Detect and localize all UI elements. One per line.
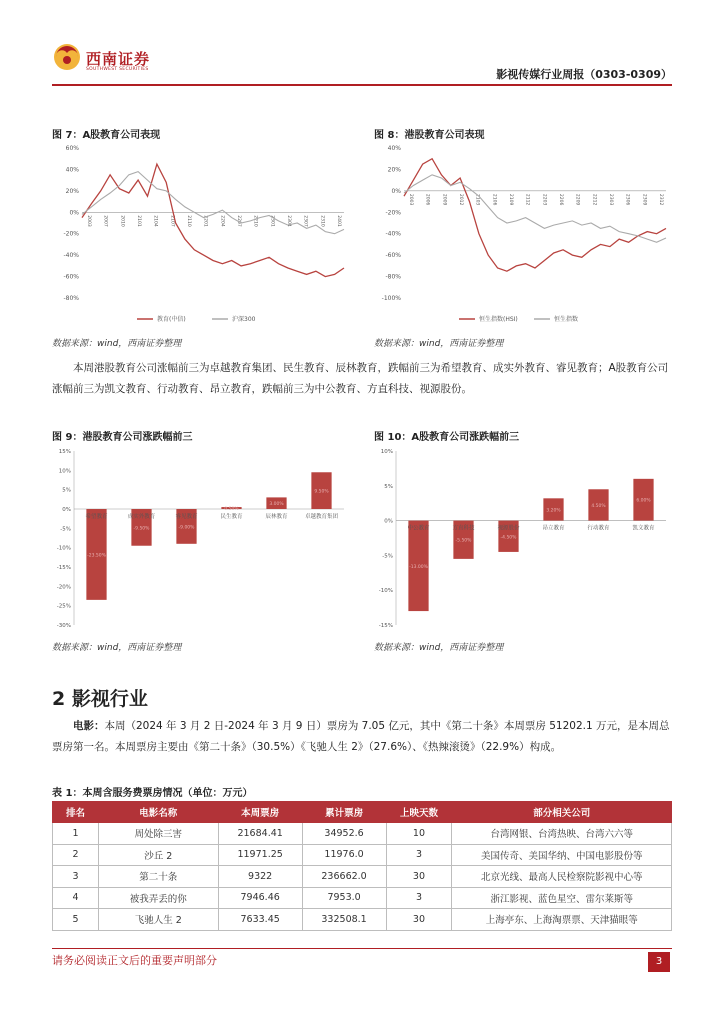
film-lead: 电影：	[73, 720, 105, 732]
footer-notice: 请务必阅读正文后的重要声明部分	[52, 954, 217, 967]
fig9-category-label: 睿见教育	[175, 514, 198, 520]
fig9-category-label: 希望教育	[85, 514, 108, 520]
fig7-xtick-label: 2110	[186, 215, 191, 227]
table-cell: 第二十条	[98, 866, 218, 888]
fig8-xtick-label: 2203	[541, 193, 547, 206]
logo-emblem-icon	[52, 42, 82, 72]
fig7-xtick-label: 2207	[236, 215, 241, 227]
fig7-title: 图 7：A股教育公司表现	[52, 130, 161, 141]
fig8-xtick-label: 2306	[624, 193, 630, 206]
fig10-category-label: 方直科技	[452, 525, 475, 532]
fig8-xtick-label: 2012	[458, 193, 463, 206]
fig9-title: 图 9：港股教育公司涨跌幅前三	[52, 432, 193, 443]
fig8-ytick-label: -40%	[385, 230, 401, 238]
header	[0, 0, 724, 90]
table-row	[53, 844, 672, 866]
fig8-xtick-label: 2103	[474, 193, 480, 206]
fig8-xtick-label: 2312	[658, 193, 663, 206]
table-cell: 21684.41	[218, 823, 302, 845]
fig8-source: 数据来源：wind，西南证券整理	[374, 339, 504, 349]
table-row	[53, 866, 672, 888]
fig9-ytick-label: -5%	[60, 526, 71, 533]
fig7-chart	[52, 140, 352, 330]
fig7-xtick-label: 2301	[269, 215, 275, 227]
table-cell: 沙丘 2	[98, 844, 218, 866]
fig8-xtick-label: 2003	[408, 193, 413, 206]
fig7-xtick-label: 2310	[319, 215, 325, 227]
fig10-category-label: 视源股份	[497, 525, 520, 532]
fig7-xtick-label: 2304	[286, 215, 291, 227]
fig9-data-label: 0.50%	[224, 507, 239, 513]
fig9-ytick-label: -15%	[56, 565, 71, 571]
header-divider	[52, 84, 672, 86]
fig10-ytick-label: -5%	[382, 553, 393, 560]
fig8-ytick-label: 0%	[391, 187, 401, 195]
fig8-xtick-label: 2009	[441, 193, 447, 206]
fig8-xtick-label: 2206	[558, 193, 563, 206]
fig9-category-label: 成实外教育	[127, 514, 156, 520]
fig8-ytick-label: -20%	[385, 209, 401, 217]
table-header-cell: 上映天数	[386, 802, 452, 823]
table-cell: 7633.45	[218, 909, 302, 931]
table-header-cell: 本周票房	[218, 802, 302, 823]
fig9-ytick-label: -30%	[56, 623, 71, 629]
fig10-title: 图 10：A股教育公司涨跌幅前三	[374, 432, 520, 443]
fig10-data-label: 4.50%	[591, 503, 606, 509]
fig9-category-label: 辰林教育	[265, 514, 288, 520]
table-cell: 北京光线、最高人民检察院影视中心等	[452, 866, 672, 888]
fig8-ytick-label: 20%	[387, 166, 401, 174]
fig8-xtick-label: 2309	[641, 193, 647, 206]
fig8-xtick-label: 2109	[508, 193, 513, 206]
fig9-ytick-label: 5%	[62, 487, 71, 494]
fig10-ytick-label: 0%	[384, 518, 393, 525]
table-header-cell: 累计票房	[302, 802, 386, 823]
company-logo	[52, 42, 82, 72]
fig10-ytick-label: -10%	[378, 588, 393, 595]
table-cell: 5	[53, 909, 99, 931]
fig9-ytick-label: -25%	[56, 603, 71, 610]
fig9-chart	[52, 443, 352, 633]
fig10-category-label: 中公教育	[407, 525, 430, 532]
fig7-xtick-label: 2204	[219, 215, 225, 227]
table-row	[53, 909, 672, 931]
table-cell: 30	[386, 909, 452, 931]
fig10-ytick-label: -15%	[378, 623, 393, 629]
fig8-xtick-label: 2212	[591, 193, 597, 206]
fig10-chart	[374, 443, 674, 633]
fig7-ytick-label: -80%	[63, 295, 79, 302]
fig8-xtick-label: 2209	[574, 193, 580, 206]
fig7-xtick-label: 2307	[302, 215, 308, 227]
fig10-source: 数据来源：wind，西南证券整理	[374, 643, 504, 653]
fig10-data-label: -13.00%	[409, 564, 428, 570]
table-cell: 3	[386, 844, 452, 866]
fig10-data-label: -5.50%	[455, 538, 472, 544]
film-paragraph-text: 本周（2024 年 3 月 2 日-2024 年 3 月 9 日）票房为 7.05 亿元，其中《第二十条》本周票房 51202.1 万元，是本周总票房第一名。本周票房主要由《第二十条》（30.5%）《飞驰人生 2》（27.6%）、《热辣滚烫》（22.9%）构成。	[52, 720, 670, 753]
fig10-ytick-label: 10%	[380, 449, 393, 455]
fig7-source: 数据来源：wind，西南证券整理	[52, 339, 182, 349]
hk-education-paragraph: 本周港股教育公司涨幅前三为卓越教育集团、民生教育、辰林教育，跌幅前三为希望教育、成实外教育、睿见教育；A股教育公司涨幅前三为凯文教育、行动教育、昂立教育，跌幅前三为中公教育、方直科技、视源股份。	[52, 362, 669, 395]
fig7-xtick-label: 2007	[102, 215, 108, 227]
table1-wrap	[52, 801, 672, 931]
fig8-ytick-label: 40%	[387, 145, 401, 152]
table-cell: 美国传奇、美国华纳、中国电影股份等	[452, 844, 672, 866]
fig7-ytick-label: -40%	[63, 252, 79, 260]
table-row	[53, 887, 672, 909]
fig8-ytick-label: -80%	[385, 273, 401, 281]
fig10-category-label: 行动教育	[587, 525, 610, 532]
fig7-ytick-label: 0%	[69, 209, 79, 217]
table-cell: 34952.6	[302, 823, 386, 845]
fig8-ytick-label: -60%	[385, 252, 401, 260]
fig7-ytick-label: 40%	[65, 166, 79, 174]
fig7-xtick-label: 2003	[86, 215, 91, 227]
fig8-xtick-label: 2112	[524, 193, 530, 206]
fig7-ytick-label: 60%	[65, 145, 79, 152]
fig8-xtick-label: 2106	[491, 193, 497, 206]
fig8-xtick-label: 2006	[424, 193, 430, 206]
fig9-ytick-label: 15%	[58, 449, 71, 455]
fig9-data-label: -9.00%	[178, 525, 195, 531]
film-paragraph	[52, 716, 672, 758]
table-cell: 3	[386, 887, 452, 909]
table-cell: 9322	[218, 866, 302, 888]
fig9-data-label: -23.50%	[87, 553, 106, 559]
table1-title: 表 1：本周含服务费票房情况（单位：万元）	[52, 788, 253, 799]
fig9-category-label: 卓越教育集团	[304, 514, 339, 520]
fig9-source: 数据来源：wind，西南证券整理	[52, 643, 182, 653]
fig7-xtick-label: 2210	[252, 215, 258, 227]
table-cell: 飞驰人生 2	[98, 909, 218, 931]
table-cell: 上海亭东、上海淘票票、天津猫眼等	[452, 909, 672, 931]
fig9-ytick-label: 0%	[62, 507, 71, 513]
fig7-legend-label: 教育(中信)	[157, 316, 186, 323]
fig7-xtick-label: 2101	[136, 215, 141, 227]
table-cell: 浙江影视、蓝色星空、雷尔莱斯等	[452, 887, 672, 909]
fig10-ytick-label: 5%	[384, 483, 393, 490]
table-cell: 10	[386, 823, 452, 845]
table-cell: 3	[53, 866, 99, 888]
fig7-xtick-label: 2107	[169, 215, 175, 227]
table-cell: 台湾网银、台湾热映、台湾六六等	[452, 823, 672, 845]
table-cell: 2	[53, 844, 99, 866]
fig9-ytick-label: 10%	[58, 468, 71, 475]
fig8-ytick-label: -100%	[381, 295, 401, 302]
fig8-chart	[374, 140, 674, 330]
fig10-data-label: -4.50%	[500, 535, 517, 541]
fig7-xtick-label: 2010	[119, 215, 125, 227]
fig9-data-label: -9.50%	[133, 526, 150, 532]
table-cell: 周处除三害	[98, 823, 218, 845]
table-cell: 7946.46	[218, 887, 302, 909]
table-header-cell: 部分相关公司	[452, 802, 672, 823]
fig10-category-label: 昂立教育	[542, 525, 565, 532]
fig7-xtick-label: 2201	[202, 215, 208, 227]
table-header-cell: 排名	[53, 802, 99, 823]
table-row	[53, 823, 672, 845]
table-cell: 236662.0	[302, 866, 386, 888]
fig9-category-label: 民生教育	[220, 514, 243, 520]
table-header-row	[53, 802, 672, 823]
fig8-legend-label: 恒生指数(HSI)	[479, 316, 518, 323]
fig10-category-label: 凯文教育	[632, 525, 655, 532]
table-cell: 332508.1	[302, 909, 386, 931]
fig9-ytick-label: -20%	[56, 584, 71, 591]
page-number: 3	[648, 952, 670, 972]
company-name: 西南证券	[86, 50, 151, 68]
fig9-ytick-label: -10%	[56, 545, 71, 552]
report-title: 影视传媒行业周报（0303-0309）	[496, 68, 672, 81]
fig7-xtick-label: 2104	[152, 215, 158, 227]
fig9-data-label: 3.00%	[269, 502, 284, 508]
table-cell: 30	[386, 866, 452, 888]
fig7-legend-label: 沪深300	[232, 316, 256, 323]
footer-divider	[52, 948, 672, 949]
table-header-cell: 电影名称	[98, 802, 218, 823]
fig7-ytick-label: -20%	[63, 230, 79, 238]
section-heading: 2 影视行业	[52, 688, 148, 710]
fig10-data-label: 3.20%	[546, 508, 561, 514]
company-name-en: SOUTHWEST SECURITIES	[86, 67, 149, 72]
table-cell: 4	[53, 887, 99, 909]
table-cell: 11976.0	[302, 844, 386, 866]
fig8-series-0-line	[404, 159, 666, 272]
fig8-series-1-line	[404, 175, 666, 243]
table-cell: 被我弄丢的你	[98, 887, 218, 909]
fig8-xtick-label: 2303	[608, 193, 613, 206]
fig9-data-label: 9.50%	[314, 489, 329, 495]
fig7-ytick-label: 20%	[65, 187, 79, 195]
fig10-data-label: 6.00%	[636, 498, 651, 504]
fig7-xtick-label: 2401	[336, 215, 341, 227]
fig8-title: 图 8：港股教育公司表现	[374, 130, 485, 141]
table-cell: 1	[53, 823, 99, 845]
fig8-legend-label: 恒生指数	[554, 316, 579, 323]
fig7-ytick-label: -60%	[63, 273, 79, 281]
table-cell: 11971.25	[218, 844, 302, 866]
table-cell: 7953.0	[302, 887, 386, 909]
box-office-table	[52, 801, 672, 931]
